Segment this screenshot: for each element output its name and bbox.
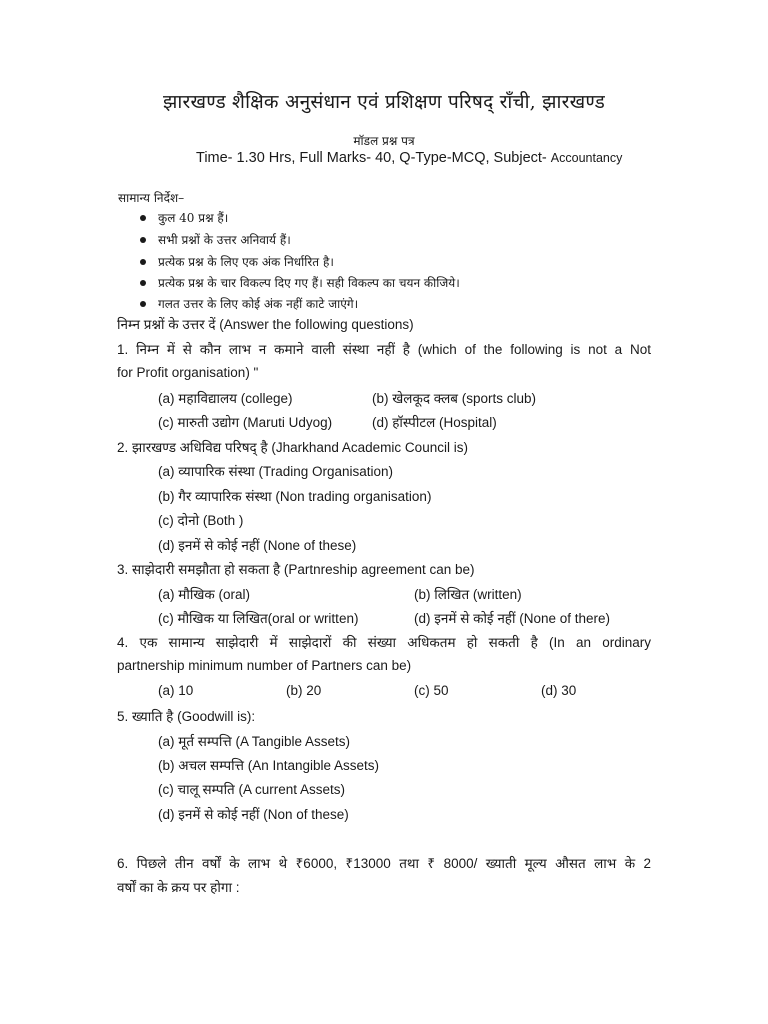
bullet-icon [140,259,146,265]
question-3-option-a: (a) मौखिक (oral) [158,587,250,602]
question-4-option-a: (a) 10 [158,683,194,698]
question-1-option-b: (b) खेलकूद क्लब (sports club) [372,391,536,406]
instructions-title: सामान्य निर्देश– [118,191,185,205]
question-4-text-cont: partnership minimum number of Partners can be) [117,658,412,673]
question-3-text: 3. साझेदारी समझौता हो सकता है (Partnreship agreement can be) [117,562,475,577]
question-4-text: 4. एक सामान्य साझेदारी में साझेदारों की संख्या अधिकतम हो सकती है (In an ordinary [117,635,651,650]
question-4-option-b: (b) 20 [286,683,322,698]
bullet-icon [140,280,146,286]
question-3-option-d: (d) इनमें से कोई नहीं (None of there) [414,611,611,626]
question-5-option-c: (c) चालू सम्पति (A current Assets) [158,782,346,797]
question-4-option-c: (c) 50 [414,683,449,698]
question-1-option-d: (d) हॉस्पीटल (Hospital) [372,415,497,430]
paper-subtitle: मॉडल प्रश्न पत्र [353,134,415,148]
bullet-icon [140,237,146,243]
instruction-item: कुल 40 प्रश्न हैं। [140,209,228,226]
question-5-text: 5. ख्याति है (Goodwill is): [117,709,256,724]
question-1-option-c: (c) मारुती उद्योग (Maruti Udyog) [158,415,333,430]
question-2-option-a: (a) व्यापारिक संस्था (Trading Organisation) [158,464,394,479]
page-title: झारखण्ड शैक्षिक अनुसंधान एवं प्रशिक्षण परिषद् राँची, झारखण्ड [163,91,605,113]
question-5-option-d: (d) इनमें से कोई नहीं (Non of these) [158,807,349,822]
question-2-option-d: (d) इनमें से कोई नहीं (None of these) [158,538,357,553]
question-4-option-d: (d) 30 [541,683,577,698]
instruction-item: प्रत्येक प्रश्न के लिए एक अंक निर्धारित है। [140,253,334,270]
question-6-text-cont: वर्षों का के क्रय पर होगा : [117,880,240,895]
instruction-item: प्रत्येक प्रश्न के चार विकल्प दिए गए हैं। सही विकल्प का चयन कीजिये। [140,274,460,291]
question-2-option-b: (b) गैर व्यापारिक संस्था (Non trading organisation) [158,489,432,504]
instruction-item: गलत उत्तर के लिए कोई अंक नहीं काटे जाएंगे। [140,295,358,312]
question-2-text: 2. झारखण्ड अधिविद्य परिषद् है (Jharkhand Academic Council is) [117,440,468,455]
instruction-item: सभी प्रश्नों के उत्तर अनिवार्य हैं। [140,231,291,248]
question-5-option-a: (a) मूर्त सम्पत्ति (A Tangible Assets) [158,734,351,749]
question-6-text: 6. पिछले तीन वर्षों के लाभ थे ₹6000, ₹13000 तथा ₹ 8000/ ख्याती मूल्य औसत लाभ के 2 [117,856,651,871]
question-5-option-b: (b) अचल सम्पत्ति (An Intangible Assets) [158,758,380,773]
question-1-text-cont: for Profit organisation) " [117,365,259,380]
question-1-text: 1. निम्न में से कौन लाभ न कमाने वाली संस्था नहीं है (which of the following is not a Not [117,342,651,357]
question-3-option-b: (b) लिखित (written) [414,587,522,602]
bullet-icon [140,301,146,307]
exam-meta [196,150,622,166]
subject-name: Accountancy [550,151,623,165]
bullet-icon [140,215,146,221]
question-1-option-a: (a) महाविद्यालय (college) [158,391,293,406]
question-3-option-c: (c) मौखिक या लिखित(oral or written) [158,611,359,626]
question-2-option-c: (c) दोनो (Both ) [158,513,244,528]
exam-meta-text: Time- 1.30 Hrs, Full Marks- 40, Q-Type-MCQ, Subject- [196,150,551,166]
answer-intro: निम्न प्रश्नों के उत्तर दें (Answer the following questions) [117,317,414,332]
